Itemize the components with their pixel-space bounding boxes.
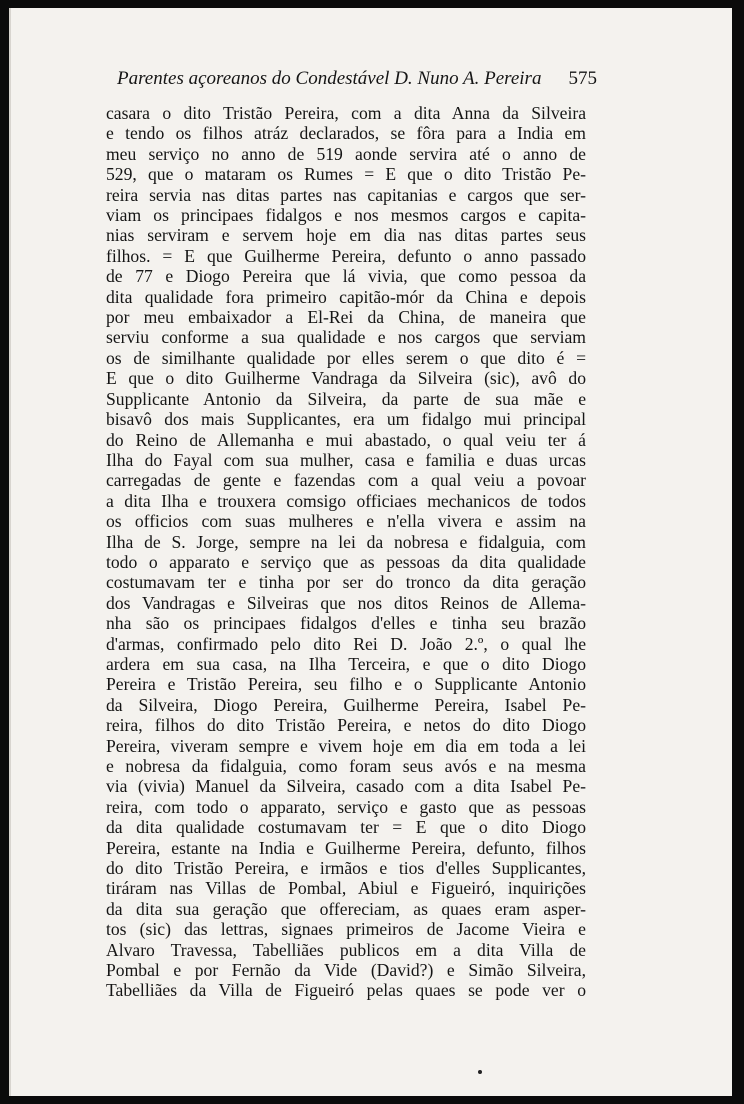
text-line: filhos. = E que Guilherme Pereira, defunto o anno passado (106, 245, 586, 266)
text-line: e tendo os filhos atráz declarados, se fôra para a India em (106, 123, 586, 144)
text-line: Pereira, viveram sempre e vivem hoje em dia em toda a lei (106, 735, 586, 756)
text-line: ardera em sua casa, na Ilha Terceira, e que o dito Diogo (106, 653, 586, 674)
text-line: bisavô dos mais Supplicantes, era um fidalgo mui principal (106, 409, 586, 430)
text-line: Alvaro Travessa, Tabelliães publicos em a dita Villa de (106, 939, 586, 960)
text-line: Pereira e Tristão Pereira, seu filho e o Supplicante Antonio (106, 674, 586, 695)
text-line: do Reino de Allemanha e mui abastado, o qual veiu ter á (106, 429, 586, 450)
text-line: a dita Ilha e trouxera comsigo officiaes mechanicos de todos (106, 490, 586, 511)
text-line: via (vivia) Manuel da Silveira, casado com a dita Isabel Pe- (106, 776, 586, 797)
text-line: dita qualidade fora primeiro capitão-mór da China e depois (106, 286, 586, 307)
text-line: Pereira, estante na India e Guilherme Pereira, defunto, filhos (106, 837, 586, 858)
text-line: viam os principaes fidalgos e nos mesmos cargos e capita- (106, 205, 586, 226)
text-line: os officios com suas mulheres e n'ella vivera e assim na (106, 511, 586, 532)
running-title: Parentes açoreanos do Condestável D. Nuno A. Pereira (117, 68, 542, 89)
page-number: 575 (568, 68, 597, 89)
page-header (117, 68, 597, 90)
text-line: da dita sua geração que offereciam, as quaes eram asper- (106, 898, 586, 919)
text-line: d'armas, confirmado pelo dito Rei D. João 2.º, o qual lhe (106, 633, 586, 654)
text-line: reira, com todo o apparato, serviço e gasto que as pessoas (106, 796, 586, 817)
text-line: meu serviço no anno de 519 aonde servira até o anno de (106, 143, 586, 164)
text-line: os de similhante qualidade por elles serem o que dito é = (106, 347, 586, 368)
text-line: nias serviram e servem hoje em dia nas ditas partes seus (106, 225, 586, 246)
text-line: nha são os principaes fidalgos d'elles e tinha seu brazão (106, 613, 586, 634)
body-text (106, 103, 586, 1001)
text-line: tiráram nas Villas de Pombal, Abiul e Figueiró, inquirições (106, 878, 586, 899)
text-line: tos (sic) das lettras, signaes primeiros de Jacome Vieira e (106, 919, 586, 940)
text-line: e nobresa da fidalguia, como foram seus avós e na mesma (106, 756, 586, 776)
text-line: da Silveira, Diogo Pereira, Guilherme Pereira, Isabel Pe- (106, 694, 586, 715)
text-line: todo o apparato e serviço que as pessoas da dita qualidade (106, 551, 586, 572)
text-line: E que o dito Guilherme Vandraga da Silveira (sic), avô do (106, 368, 586, 389)
text-line: de 77 e Diogo Pereira que lá vivia, que como pessoa da (106, 266, 586, 287)
text-line: dos Vandragas e Silveiras que nos ditos Reinos de Allema- (106, 592, 586, 613)
text-line: 529, que o mataram os Rumes = E que o dito Tristão Pe- (106, 164, 586, 185)
text-line: reira servia nas ditas partes nas capitanias e cargos que ser- (106, 184, 586, 205)
text-line: do dito Tristão Pereira, e irmãos e tios d'elles Supplicantes, (106, 858, 586, 879)
text-line: Ilha do Fayal com sua mulher, casa e familia e duas urcas (106, 449, 586, 470)
text-line: da dita qualidade costumavam ter = E que o dito Diogo (106, 817, 586, 838)
text-line: reira, filhos do dito Tristão Pereira, e netos do dito Diogo (106, 715, 586, 736)
text-line: Ilha de S. Jorge, sempre na lei da nobresa e fidalguia, com (106, 531, 586, 552)
text-line: por meu embaixador a El-Rei da China, de maneira que (106, 307, 586, 328)
page-mark (478, 1070, 482, 1074)
text-line: serviu conforme a sua qualidade e nos cargos que serviam (106, 327, 586, 348)
text-line: carregadas de gente e fazendas com a qual veiu a povoar (106, 470, 586, 491)
text-line: Tabelliães da Villa de Figueiró pelas quaes se pode ver o (106, 980, 586, 1001)
text-line: Supplicante Antonio da Silveira, da parte de sua mãe e (106, 388, 586, 409)
text-line: costumavam ter e tinha por ser do tronco da dita geração (106, 572, 586, 593)
text-line: Pombal e por Fernão da Vide (David?) e Simão Silveira, (106, 960, 586, 981)
text-line: casara o dito Tristão Pereira, com a dita Anna da Silveira (106, 103, 586, 123)
